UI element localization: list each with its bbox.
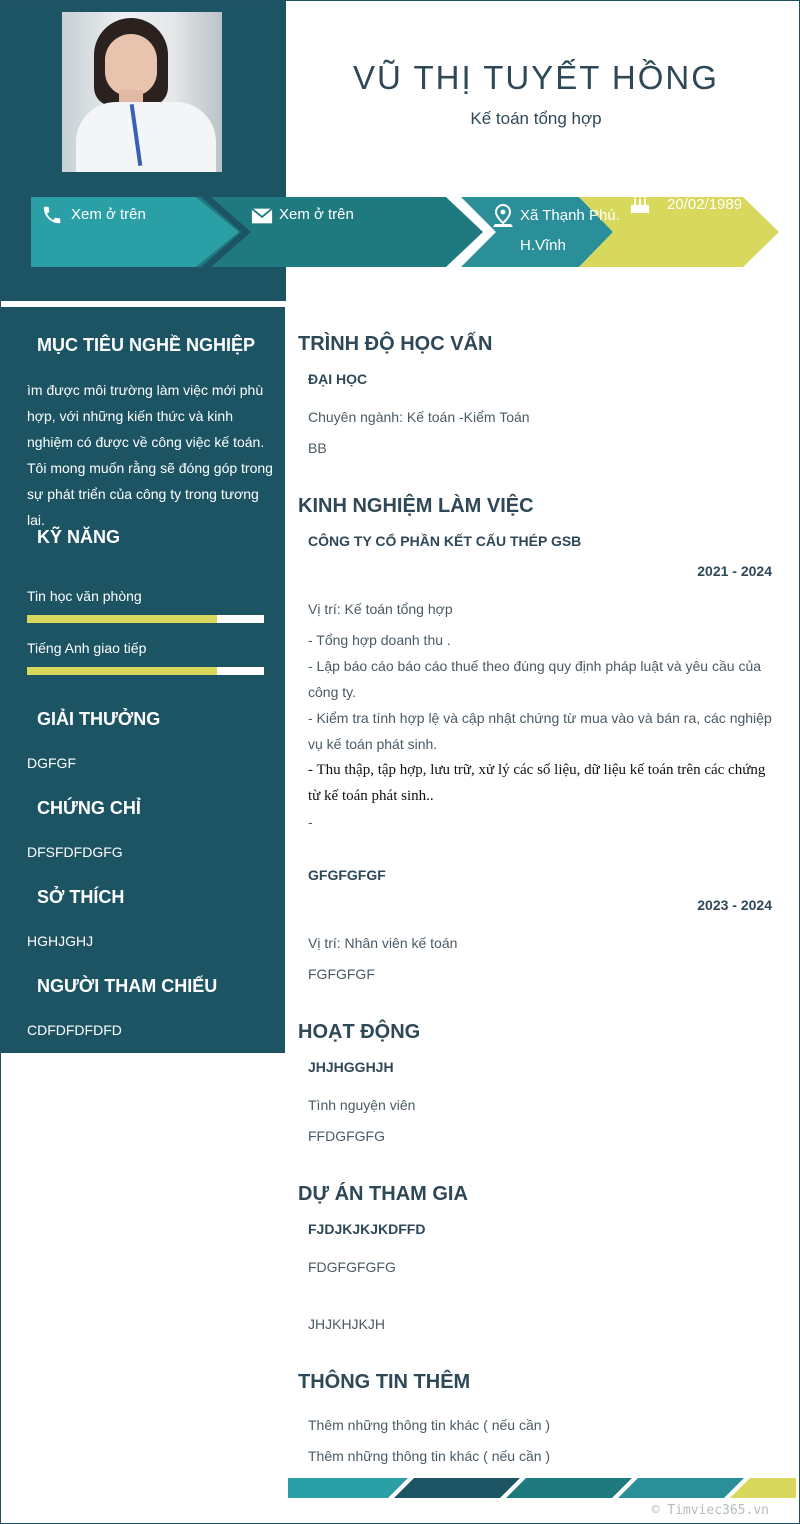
education-school: ĐẠI HỌC [308,371,368,387]
references-heading: NGƯỜI THAM CHIẾU [37,976,218,996]
job-position: Vị trí: Nhân viên kế toán [308,935,458,951]
objective-heading: MỤC TIÊU NGHỀ NGHIỆP [37,335,256,355]
activity-note: FFDGFGFG [308,1128,385,1144]
phone-value: Xem ở trên [71,206,146,223]
job-duty-line: - Thu thập, tập hợp, lưu trữ, xử lý các số liệu, dữ liệu kế toán trên các chứng từ kế toán phát sinh.. [308,762,766,804]
birthday-value: 20/02/1989 [667,196,743,213]
activity-org: JHJHGGHJH [308,1059,394,1075]
job-description [308,627,778,835]
job-duty-line: - Kiểm tra tính hợp lệ và cập nhật chứng từ mua vào và bán ra, các nghiệp vụ kế toán phát sinh. [308,710,772,752]
project-name: FJDJKJKJKDFFD [308,1221,426,1237]
candidate-name: VŨ THỊ TUYẾT HỒNG [353,59,719,96]
skill-label: Tin học văn phòng [27,588,142,604]
skill-bar [27,667,264,675]
projects-heading: DỰ ÁN THAM GIA [298,1183,468,1205]
awards-text: DGFGF [27,755,76,771]
skill-bar-fill [27,667,217,675]
phone-icon [41,204,63,230]
email-value: Xem ở trên [279,206,354,223]
job-company: CÔNG TY CỔ PHẦN KẾT CẤU THÉP GSB [308,533,582,549]
activity-role: Tình nguyện viên [308,1097,416,1113]
address-line1: Xã Thạnh Phú. [520,207,620,224]
envelope-icon [251,207,273,229]
awards-heading: GIẢI THƯỞNG [37,709,161,729]
footer-stripe [288,1478,796,1498]
job-duty-line: - Tổng hợp doanh thu . [308,632,451,648]
location-pin-icon [492,204,514,232]
certificates-text: DFSFDFDGFG [27,844,123,860]
education-heading: TRÌNH ĐỘ HỌC VẤN [298,333,493,355]
extra-line: Thêm những thông tin khác ( nếu cần ) [308,1448,551,1464]
address-line2: H.Vĩnh [520,237,566,254]
skill-label: Tiếng Anh giao tiếp [27,640,147,656]
extra-heading: THÔNG TIN THÊM [298,1371,471,1393]
project-line: FDGFGFGFG [308,1259,396,1275]
job-period: 2023 - 2024 [697,897,772,913]
references-text: CDFDFDFDFD [27,1022,122,1038]
job-company: GFGFGFGF [308,867,386,883]
experience-heading: KINH NGHIỆM LÀM VIỆC [298,495,534,517]
activities-heading: HOẠT ĐỘNG [298,1021,421,1043]
skills-heading: KỸ NĂNG [37,527,121,547]
job-position: Vị trí: Kế toán tổng hợp [308,601,453,617]
education-note: BB [308,440,327,456]
job-duty-line: - Lập báo cáo báo cáo thuế theo đúng quy định pháp luật và yêu cầu của công ty. [308,658,762,700]
extra-line: Thêm những thông tin khác ( nếu cần ) [308,1417,551,1433]
hobbies-heading: SỞ THÍCH [37,887,125,907]
project-line: JHJKHJKJH [308,1316,386,1332]
skill-bar-fill [27,615,217,623]
candidate-job-title: Kế toán tổng hợp [470,109,602,128]
footer-credit: © Timviec365.vn [651,1503,769,1518]
job-period: 2021 - 2024 [697,563,772,579]
profile-photo [62,12,222,172]
objective-text: ìm được môi trường làm việc mới phù hợp, với những kiến thức và kinh nghiệm có được về công việc kế toán. Tôi mong muốn rằng sẽ đóng góp trong sự phát triển của công ty trong tương lai. [27,382,273,528]
job-duty-line: - [308,814,313,830]
hobbies-text: HGHJGHJ [27,933,94,949]
birthday-cake-icon [629,195,651,219]
job-duty-line: FGFGFGF [308,966,375,982]
skill-bar [27,615,264,623]
education-major: Chuyên ngành: Kế toán -Kiểm Toán [308,409,530,425]
certificates-heading: CHỨNG CHỈ [37,798,141,818]
